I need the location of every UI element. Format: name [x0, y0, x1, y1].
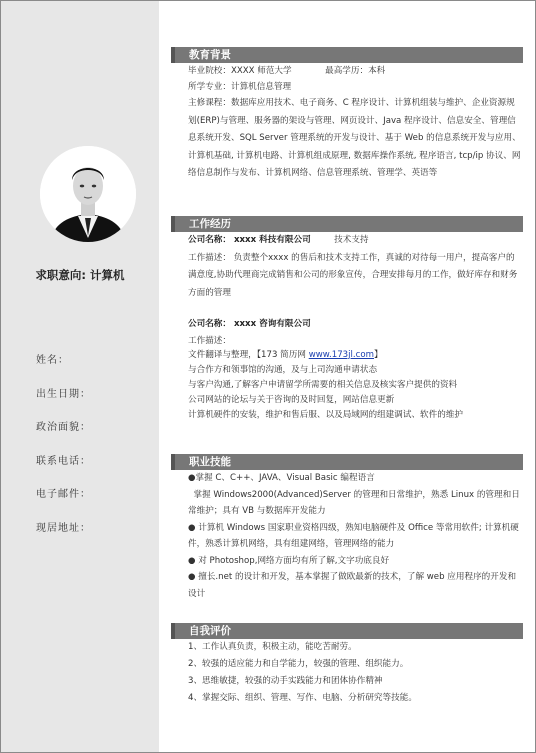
job2-line1-suffix: 】: [374, 349, 383, 360]
education-section: [171, 47, 523, 183]
info-label-birthdate: 出生日期：: [36, 388, 91, 400]
work-title: 工作经历: [171, 216, 523, 232]
personal-info-list: [36, 351, 156, 552]
job2-line1-prefix: 文件翻译与整理，【173 简历网: [188, 349, 309, 360]
skill-item: ● 擅长.net 的设计和开发，基本掌握了做欧最新的技术，了解 web 应用程序的开发和设计: [188, 572, 517, 599]
education-degree: 最高学历：本科: [325, 66, 386, 76]
education-school: 毕业院校：XXXX 师范大学: [188, 66, 292, 76]
info-label-name: 姓名：: [36, 355, 69, 366]
education-title: 教育背景: [171, 47, 523, 63]
info-label-phone: 联系电话：: [36, 455, 91, 467]
job1-company: 公司名称： xxxx 科技有限公司: [188, 235, 311, 245]
job1-description: 工作描述： 负责整个xxxx 的售后和技术支持工作，真诚的对待每一用户，提高客户的满意度,协助代理商完成销售和公司的形象宣传，合理安排每月的工作，做好库存和财务方面的管理: [188, 252, 518, 298]
job2-line: 与客户沟通,了解客户申请留学所需要的相关信息及核实客户提供的资料: [188, 379, 458, 390]
job2-line: 公司网站的论坛与关于咨询的及时回复，网站信息更新: [188, 394, 395, 405]
self-eval-item: 4、掌握交际、组织、管理、写作、电脑、分析研究等技能。: [188, 693, 417, 703]
skills-title: 职业技能: [171, 454, 523, 470]
skill-item: ●掌握 C、C++、JAVA、Visual Basic 编程语言: [188, 473, 375, 483]
self-evaluation-section: [171, 623, 523, 707]
skill-item: ● 对 Photoshop,网络方面均有所了解,文字功底良好: [188, 555, 390, 566]
info-label-email: 电子邮件：: [36, 489, 91, 500]
education-courses: 主修课程：数据库应用技术、电子商务、C 程序设计、计算机组装与维护、企业资源规划(ERP)与管理、服务器的架设与管理、网页设计、Java 程序设计、信息安全、管理信息系统开发、SQL Server 管理系统的开发与设计、基于 Web 的信息系统开发与应用、计算机基础, 计算机电路、计算机组成原理, 数据库操作系统, 程序语言, tcp/ip 协议、网络信息制作与发布、计算机网络、信息管理系统、管理学、英语等: [188, 98, 521, 178]
self-eval-item: 2、较强的适应能力和自学能力，较强的管理、组织能力。: [188, 659, 409, 669]
info-label-political-status: 政治面貌：: [36, 422, 91, 433]
self-eval-item: 1、工作认真负责，积极主动，能吃苦耐劳。: [188, 642, 357, 652]
resume-site-link[interactable]: www.173jl.com: [308, 349, 374, 360]
self-eval-item: 3、思维敏捷，较强的动手实践能力和团体协作精神: [188, 676, 383, 686]
job2-desc-label: 工作描述：: [188, 335, 231, 346]
job2-line: 计算机硬件的安装，维护和售后服、以及局域网的组建调试、软件的维护: [188, 409, 464, 420]
profile-photo: [40, 146, 136, 242]
job2-line: 与合作方和领事馆的沟通，及与上司沟通申请状态: [188, 364, 378, 375]
education-major: 所学专业：计算机信息管理: [188, 82, 292, 92]
skills-section: [171, 454, 523, 602]
job-intent: 求职意向: 计算机: [35, 268, 125, 282]
portrait-avatar-icon: [40, 146, 136, 242]
sidebar: [1, 1, 159, 752]
skill-item: ● 计算机 Windows 国家职业资格四级，熟知电脑硬件及 Office 等常用软件; 计算机硬件，熟悉计算机网络，具有组建网络，管理网络的能力: [188, 522, 519, 549]
work-section: [171, 216, 523, 423]
skill-item: 掌握 Windows2000(Advanced)Server 的管理和日常维护，熟悉 Linux 的管理和日常维护；具有 VB 与数据库开发能力: [188, 489, 520, 516]
job1-position: 技术支持: [334, 235, 369, 245]
self-evaluation-title: 自我评价: [171, 623, 523, 639]
info-label-address: 现居地址：: [36, 522, 91, 534]
job2-company: 公司名称： xxxx 咨询有限公司: [188, 319, 311, 329]
